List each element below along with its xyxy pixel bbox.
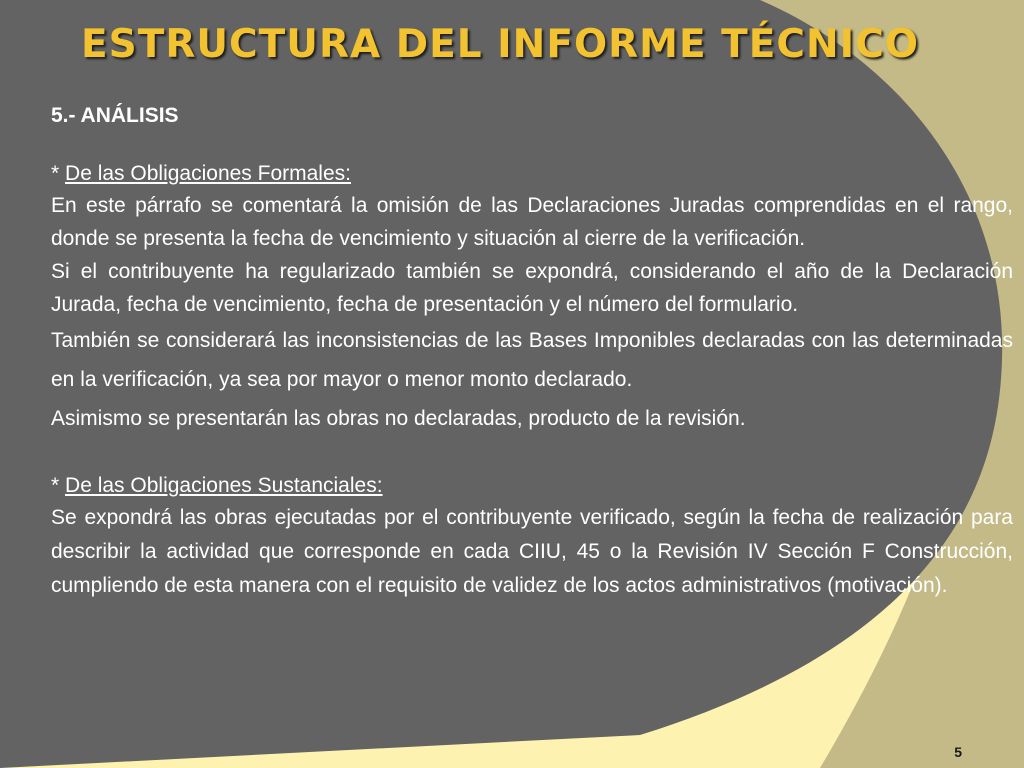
formal-paragraph-3: También se considerará las inconsistencias de las Bases Imponibles declaradas con las determinadas en la verificación, ya sea por mayor o menor monto declarado. [51, 329, 1013, 391]
formal-heading: De las Obligaciones Formales: [65, 162, 351, 185]
formal-paragraph-4: Asimismo se presentarán las obras no declaradas, producto de la revisión. [51, 407, 746, 430]
sustancial-bullet: * [51, 474, 60, 497]
section-heading: 5.- ANÁLISIS [51, 104, 179, 127]
slide-title: ESTRUCTURA DEL INFORME TÉCNICO [81, 22, 919, 67]
page-number: 5 [954, 744, 962, 760]
section-spacer [51, 438, 1013, 470]
sustancial-subheading [51, 470, 1013, 501]
formal-paragraph-2: Si el contribuyente ha regularizado también se expondrá, considerando el año de la Declaración Jurada, fecha de vencimiento, fecha de presentación y el número del formulario. [51, 260, 1013, 316]
sustancial-heading: De las Obligaciones Sustanciales: [65, 474, 383, 497]
formal-bullet: * [51, 162, 60, 185]
slide-content [51, 100, 1013, 603]
formal-paragraph-1: En este párrafo se comentará la omisión de las Declaraciones Juradas comprendidas en el rango, donde se presenta la fecha de vencimiento y situación al cierre de la verificación. [51, 194, 1013, 250]
sustancial-paragraph: Se expondrá las obras ejecutadas por el contribuyente verificado, según la fecha de realización para describir la actividad que corresponde en cada CIIU, 45 o la Revisión IV Sección F Construcción, cumpliendo de esta manera con el requisito de validez de los actos administrativos (motivación). [51, 506, 1013, 597]
formal-subheading [51, 158, 1013, 189]
